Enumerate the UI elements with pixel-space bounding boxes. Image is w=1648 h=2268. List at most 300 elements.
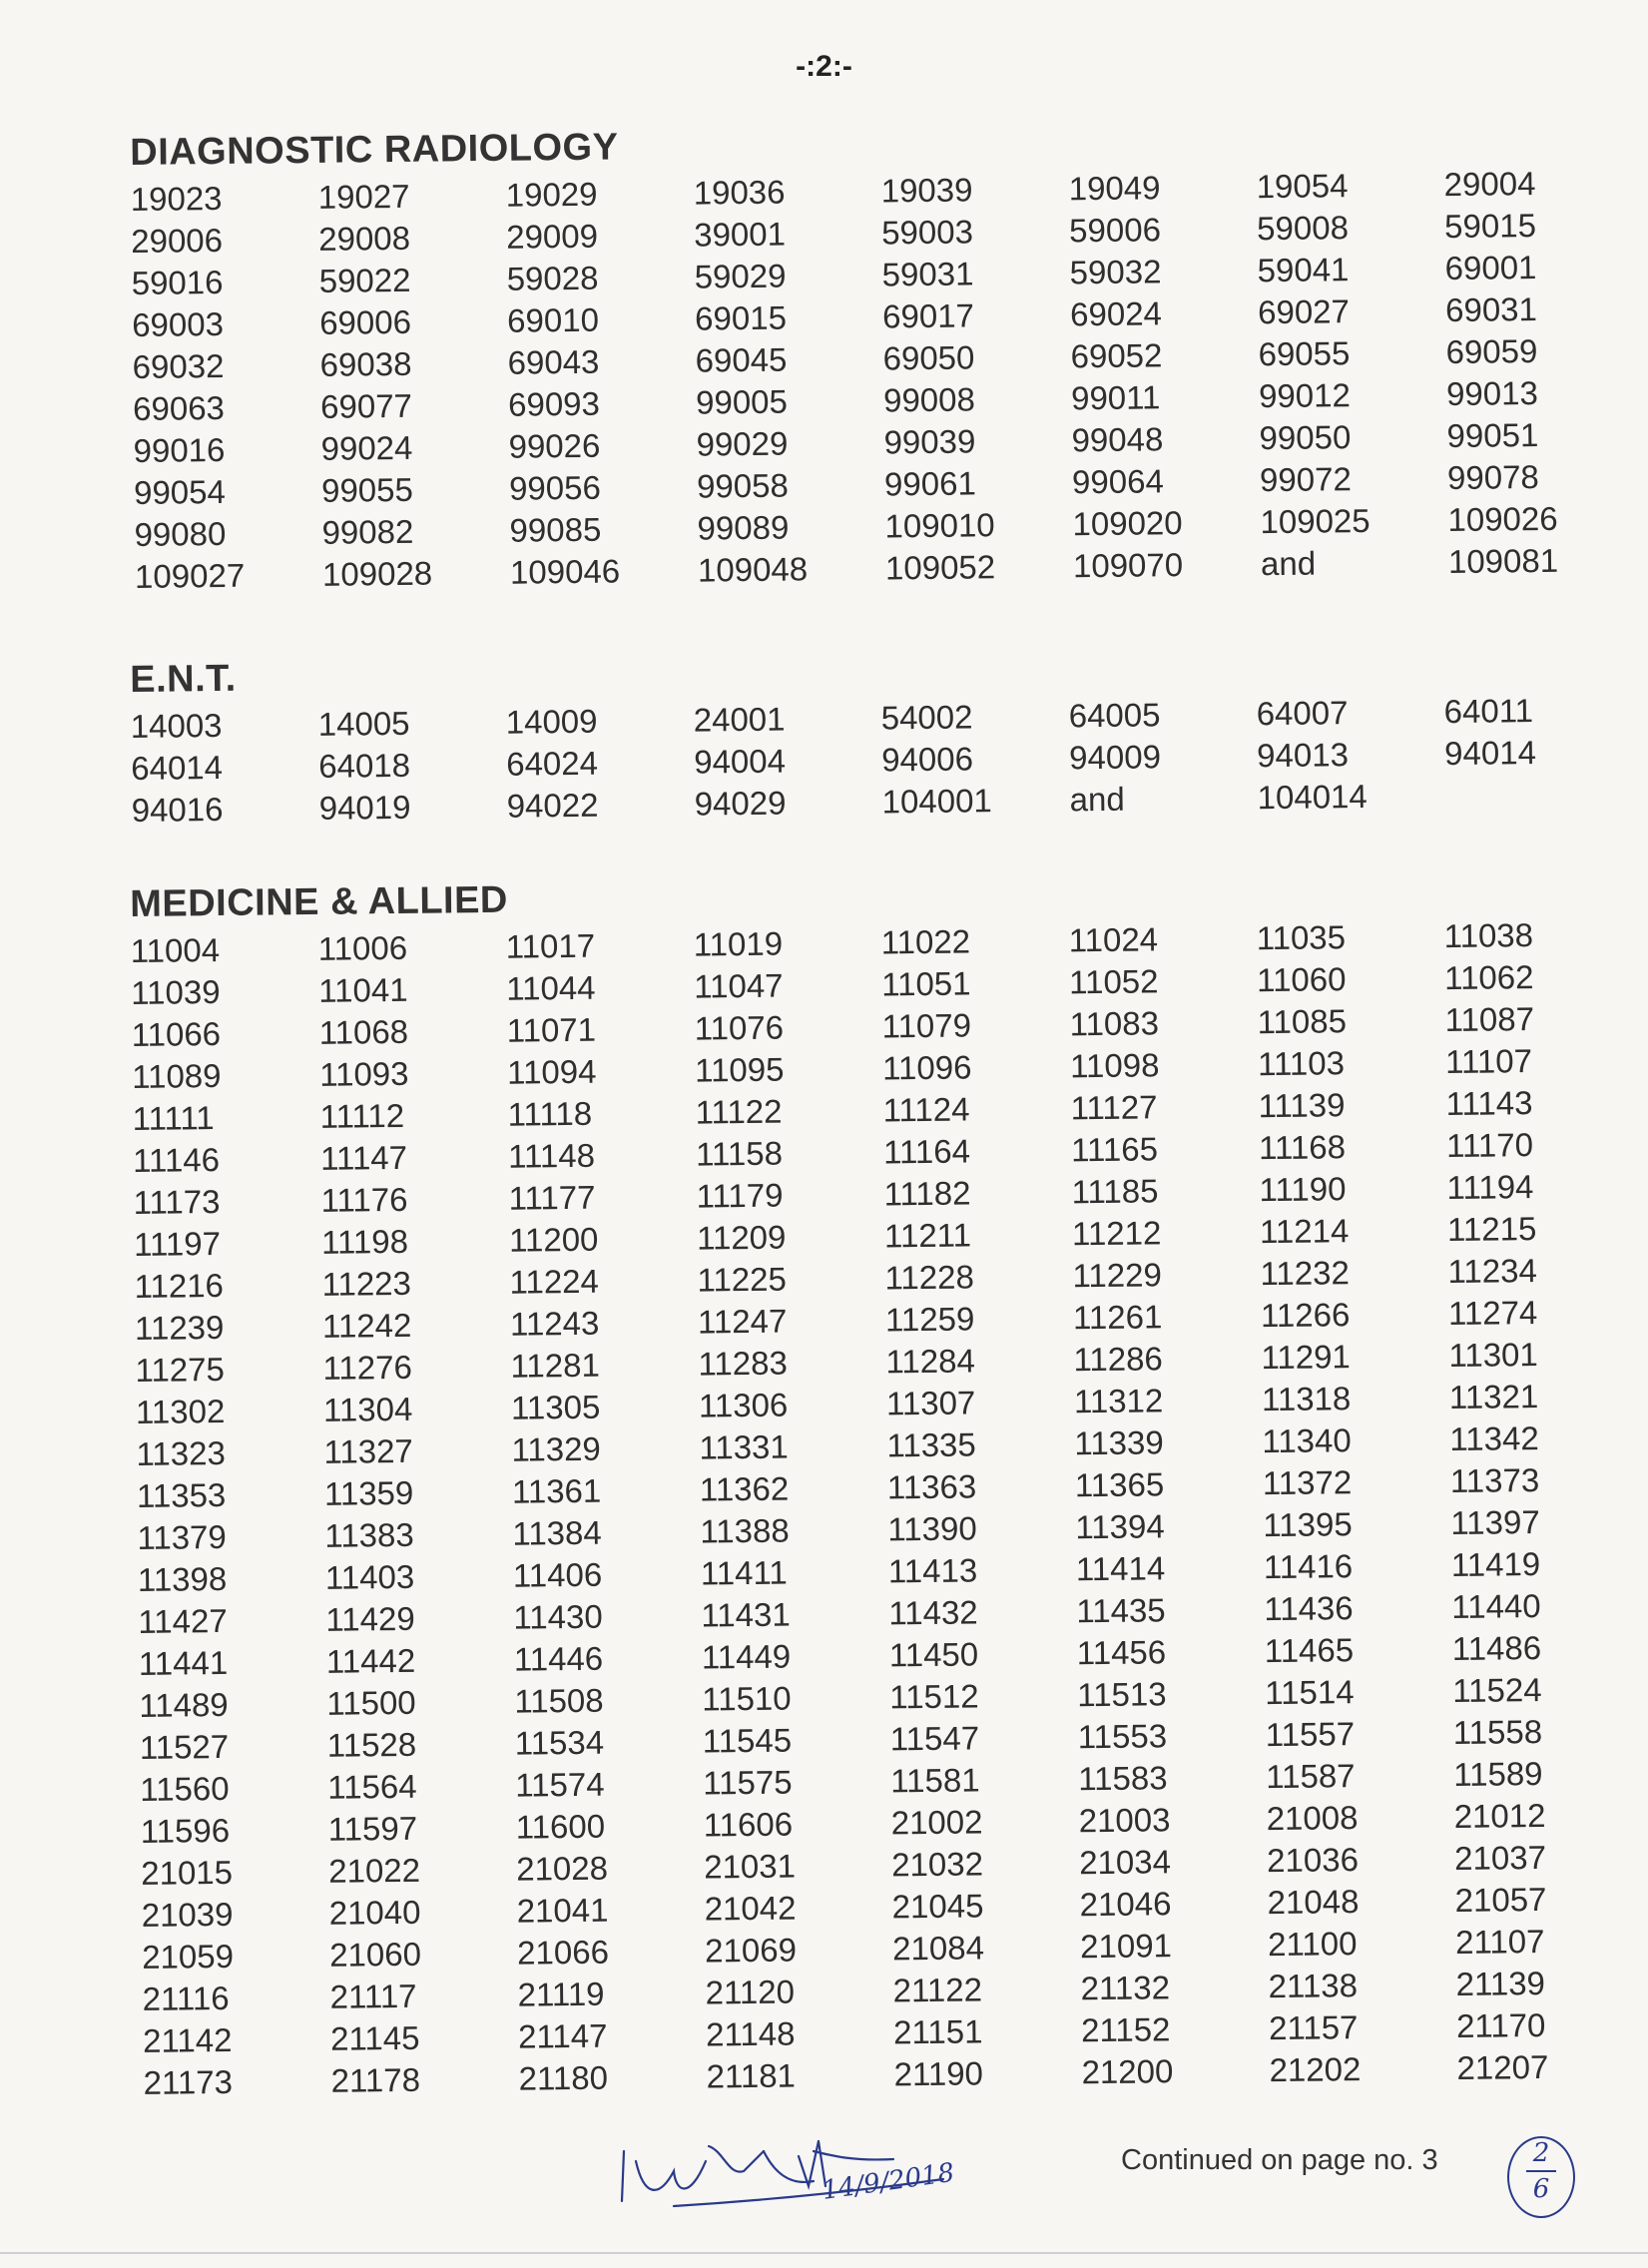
code-cell: 104001 bbox=[881, 782, 992, 821]
code-cell: 11024 bbox=[1068, 920, 1159, 959]
code-cell: 11427 bbox=[138, 1601, 228, 1640]
code-cell: 99054 bbox=[133, 472, 227, 511]
code-cell: 11442 bbox=[325, 1641, 416, 1680]
code-cell: 94004 bbox=[693, 742, 787, 781]
code-cell: 94014 bbox=[1443, 734, 1537, 773]
code-cell: 99026 bbox=[508, 426, 601, 465]
code-cell: 11388 bbox=[700, 1511, 790, 1550]
code-cell: 94009 bbox=[1068, 738, 1162, 777]
code-cell: 99012 bbox=[1258, 376, 1352, 415]
code-cell: 11574 bbox=[515, 1765, 605, 1804]
code-cell: 69077 bbox=[319, 386, 413, 425]
code-cell: 99085 bbox=[509, 510, 602, 549]
code-cell: 11214 bbox=[1259, 1212, 1350, 1251]
code-cell: 11093 bbox=[318, 1054, 409, 1093]
code-cell: 11361 bbox=[511, 1471, 602, 1510]
continued-note: Continued on page no. 3 bbox=[1121, 2144, 1438, 2176]
code-cell: 99056 bbox=[508, 468, 602, 507]
code-cell: 69031 bbox=[1444, 290, 1538, 329]
code-cell: 11276 bbox=[322, 1348, 413, 1387]
code-cell: 11383 bbox=[324, 1515, 414, 1554]
code-cell: 109025 bbox=[1260, 501, 1371, 541]
code-cell: 11098 bbox=[1069, 1046, 1160, 1085]
code-cell: 11398 bbox=[137, 1559, 228, 1598]
code-cell: 11486 bbox=[1451, 1629, 1542, 1668]
code-cell: 11179 bbox=[696, 1176, 784, 1215]
code-cell: 11147 bbox=[319, 1138, 408, 1177]
code-cell: 11564 bbox=[327, 1767, 417, 1806]
code-cell: 69059 bbox=[1445, 332, 1538, 371]
code-cell: 69055 bbox=[1258, 334, 1351, 373]
code-cell: 11085 bbox=[1257, 1002, 1348, 1041]
code-cell: 11323 bbox=[136, 1433, 227, 1472]
code-cell: 21152 bbox=[1080, 2010, 1171, 2049]
code-cell: 69045 bbox=[695, 340, 788, 379]
page-edge-line bbox=[0, 2252, 1648, 2254]
code-cell: 99058 bbox=[696, 466, 790, 505]
code-cell: 11281 bbox=[510, 1346, 601, 1385]
code-cell: 11489 bbox=[139, 1685, 229, 1724]
code-cell: 11606 bbox=[703, 1805, 794, 1844]
code-cell: 109020 bbox=[1072, 504, 1183, 543]
code-cell: 11560 bbox=[140, 1769, 230, 1808]
code-cell: 11066 bbox=[131, 1014, 222, 1053]
code-cell: 64011 bbox=[1443, 692, 1534, 731]
code-cell: 59008 bbox=[1256, 209, 1350, 248]
code-cell: 11436 bbox=[1264, 1589, 1354, 1628]
page-count-mark bbox=[1507, 2136, 1575, 2218]
code-cell: 59016 bbox=[131, 263, 224, 301]
code-cell: 99016 bbox=[133, 430, 226, 469]
section-title: MEDICINE & ALLIED bbox=[130, 878, 509, 925]
code-cell: 11022 bbox=[880, 922, 971, 961]
code-cell: 94013 bbox=[1256, 736, 1350, 775]
code-cell: 99051 bbox=[1446, 416, 1539, 455]
code-cell: 21116 bbox=[142, 1979, 230, 2017]
code-cell: 21202 bbox=[1269, 2050, 1362, 2089]
code-cell: 24001 bbox=[693, 700, 786, 739]
code-cell: 21028 bbox=[516, 1849, 609, 1888]
section-medicine-allied bbox=[130, 867, 1581, 2104]
code-cell: 11127 bbox=[1070, 1088, 1158, 1127]
code-cell: 21045 bbox=[891, 1887, 984, 1926]
code-cell: 11044 bbox=[506, 968, 596, 1007]
code-cell: 21200 bbox=[1081, 2052, 1174, 2091]
code-grid bbox=[131, 914, 1581, 2104]
code-cell: 11052 bbox=[1068, 962, 1159, 1001]
code-cell: 11211 bbox=[883, 1216, 972, 1255]
code-cell: 11094 bbox=[506, 1052, 597, 1091]
code-cell: 11247 bbox=[697, 1302, 788, 1341]
code-cell: 21178 bbox=[330, 2060, 421, 2099]
code-cell: 59029 bbox=[694, 257, 787, 295]
code-cell: 11176 bbox=[320, 1180, 408, 1219]
code-cell: 11039 bbox=[131, 972, 221, 1011]
code-cell: 99064 bbox=[1071, 462, 1165, 501]
page-number: -:2:- bbox=[796, 50, 852, 83]
code-cell: 11200 bbox=[508, 1220, 599, 1259]
code-cell: 11228 bbox=[884, 1258, 975, 1297]
code-cell: 11047 bbox=[693, 966, 784, 1005]
code-cell: 21008 bbox=[1266, 1799, 1359, 1838]
code-cell: 11390 bbox=[887, 1509, 977, 1548]
code-cell: 11275 bbox=[135, 1350, 226, 1389]
code-cell: 11165 bbox=[1070, 1130, 1159, 1169]
code-cell: 69032 bbox=[132, 346, 225, 385]
code-cell: 59028 bbox=[506, 259, 599, 297]
code-cell: 11312 bbox=[1073, 1382, 1164, 1420]
code-cell: 54002 bbox=[880, 698, 973, 737]
code-cell: 11363 bbox=[886, 1467, 977, 1506]
code-cell: 21084 bbox=[891, 1929, 985, 1968]
code-cell: 11597 bbox=[327, 1809, 418, 1848]
code-cell: 11301 bbox=[1448, 1336, 1538, 1375]
code-cell: 109052 bbox=[884, 548, 996, 587]
code-cell: 11168 bbox=[1258, 1128, 1347, 1167]
code-cell: 69043 bbox=[507, 342, 600, 381]
code-cell: 11283 bbox=[698, 1344, 789, 1383]
code-cell: 21034 bbox=[1078, 1843, 1172, 1882]
code-cell: 11223 bbox=[321, 1264, 412, 1303]
code-cell: 11416 bbox=[1263, 1547, 1354, 1586]
code-cell: 11524 bbox=[1452, 1671, 1542, 1710]
code-cell: 21122 bbox=[892, 1971, 983, 2009]
code-cell: 99072 bbox=[1259, 460, 1352, 499]
code-cell: 11068 bbox=[318, 1012, 409, 1051]
code-cell: 109048 bbox=[697, 550, 809, 589]
code-cell: 11581 bbox=[890, 1761, 980, 1800]
code-cell: 11019 bbox=[693, 924, 784, 963]
code-cell: 11558 bbox=[1452, 1713, 1543, 1752]
code-cell: 64007 bbox=[1256, 694, 1349, 733]
code-cell: 11198 bbox=[320, 1222, 409, 1261]
code-cell: 11365 bbox=[1074, 1465, 1165, 1504]
code-cell: 21207 bbox=[1456, 2047, 1549, 2086]
code-cell: 11449 bbox=[701, 1637, 792, 1676]
code-cell: 21120 bbox=[705, 1973, 796, 2011]
code-cell: 21042 bbox=[704, 1889, 797, 1928]
code-cell: 11284 bbox=[885, 1342, 976, 1381]
code-cell: 21003 bbox=[1078, 1801, 1171, 1840]
code-cell: 69015 bbox=[694, 298, 788, 337]
code-cell: 94022 bbox=[506, 786, 599, 825]
code-cell: 14009 bbox=[505, 702, 598, 741]
code-cell: 11083 bbox=[1069, 1004, 1160, 1043]
code-cell: 21040 bbox=[328, 1893, 421, 1932]
code-cell: 99055 bbox=[320, 470, 414, 509]
code-cell: 21091 bbox=[1079, 1927, 1173, 1966]
code-cell: 11212 bbox=[1071, 1214, 1162, 1253]
code-cell: 11321 bbox=[1448, 1378, 1539, 1417]
code-cell: 11547 bbox=[889, 1719, 980, 1758]
code-cell: 11318 bbox=[1261, 1380, 1352, 1418]
code-cell: 69063 bbox=[132, 388, 226, 427]
code-cell: 11510 bbox=[702, 1679, 792, 1718]
code-cell: 11118 bbox=[507, 1094, 593, 1133]
code-cell: 11304 bbox=[322, 1390, 413, 1428]
code-cell: 21119 bbox=[517, 1975, 605, 2013]
code-cell: 11164 bbox=[882, 1132, 971, 1171]
code-cell: 21148 bbox=[705, 2014, 796, 2053]
code-cell: and bbox=[1260, 544, 1317, 583]
code-cell: 11229 bbox=[1072, 1256, 1163, 1295]
code-cell: 21151 bbox=[892, 2012, 983, 2051]
code-cell: 11111 bbox=[132, 1099, 215, 1137]
code-cell: 21022 bbox=[328, 1851, 421, 1890]
code-cell: 11440 bbox=[1451, 1587, 1541, 1626]
section-ent bbox=[130, 643, 1569, 832]
code-cell: 69093 bbox=[507, 384, 601, 423]
code-cell: 11456 bbox=[1076, 1633, 1167, 1672]
code-cell: 21145 bbox=[329, 2018, 420, 2057]
code-cell: 11124 bbox=[882, 1090, 970, 1129]
code-cell: 39001 bbox=[693, 215, 787, 254]
code-cell: 21190 bbox=[893, 2054, 984, 2093]
code-cell: 11414 bbox=[1075, 1549, 1166, 1588]
code-cell: 21041 bbox=[516, 1891, 609, 1930]
code-cell: 59003 bbox=[880, 213, 974, 252]
code-cell: 11274 bbox=[1447, 1294, 1538, 1333]
code-cell: 99089 bbox=[697, 508, 790, 547]
code-cell: 69024 bbox=[1069, 294, 1163, 333]
code-cell: 11103 bbox=[1257, 1044, 1346, 1083]
code-cell: 19023 bbox=[130, 179, 223, 218]
code-cell: 29004 bbox=[1443, 165, 1536, 204]
code-cell: 11035 bbox=[1256, 918, 1347, 957]
code-cell: 11143 bbox=[1445, 1084, 1533, 1123]
code-cell: 11508 bbox=[514, 1681, 604, 1720]
code-cell: 29008 bbox=[318, 219, 411, 258]
code-cell: 64014 bbox=[131, 748, 224, 787]
code-cell: 109027 bbox=[134, 556, 246, 595]
code-cell: 11342 bbox=[1449, 1419, 1539, 1458]
code-cell: 11435 bbox=[1076, 1591, 1166, 1630]
code-cell: 29009 bbox=[506, 217, 599, 256]
code-cell: 99011 bbox=[1070, 378, 1161, 417]
code-cell: 11431 bbox=[701, 1595, 791, 1634]
code-cell: 11465 bbox=[1264, 1631, 1355, 1670]
code-cell: 21173 bbox=[143, 2062, 234, 2101]
code-cell: 11331 bbox=[699, 1427, 789, 1466]
code-cell: 11239 bbox=[134, 1308, 225, 1347]
code-cell: 11589 bbox=[1453, 1755, 1543, 1794]
code-cell: 21181 bbox=[706, 2056, 797, 2095]
code-cell: 11545 bbox=[702, 1721, 793, 1760]
code-cell: 11583 bbox=[1078, 1759, 1168, 1798]
code-cell: 21015 bbox=[141, 1853, 234, 1892]
code-cell: 11177 bbox=[508, 1178, 596, 1217]
page-mark-total: 6 bbox=[1532, 2174, 1550, 2204]
code-cell: 109010 bbox=[884, 506, 995, 545]
code-cell: 21039 bbox=[141, 1895, 234, 1934]
code-cell: 19039 bbox=[880, 171, 973, 210]
code-cell: 11224 bbox=[509, 1262, 600, 1301]
code-cell: 21100 bbox=[1267, 1925, 1358, 1964]
code-cell: 11051 bbox=[880, 964, 971, 1003]
code-cell: 11158 bbox=[695, 1134, 784, 1173]
code-cell: 69027 bbox=[1257, 292, 1351, 331]
code-cell: 69050 bbox=[882, 338, 975, 377]
code-cell: 11170 bbox=[1445, 1126, 1534, 1165]
code-cell: 11209 bbox=[696, 1218, 787, 1257]
code-cell: 94019 bbox=[318, 788, 411, 827]
code-cell: 11185 bbox=[1071, 1172, 1159, 1211]
code-cell: 11528 bbox=[326, 1725, 417, 1764]
code-cell: 11359 bbox=[323, 1473, 414, 1512]
code-cell: 11446 bbox=[513, 1639, 604, 1678]
code-cell: 11215 bbox=[1446, 1210, 1537, 1249]
code-cell: 11512 bbox=[889, 1677, 979, 1716]
code-cell: 99050 bbox=[1259, 418, 1352, 457]
code-cell: 11419 bbox=[1450, 1545, 1541, 1584]
code-cell: 11500 bbox=[326, 1683, 416, 1722]
code-cell: 11148 bbox=[507, 1136, 596, 1175]
code-cell: 11450 bbox=[888, 1635, 979, 1674]
code-cell: 11139 bbox=[1258, 1086, 1346, 1125]
section-diagnostic-radiology bbox=[130, 116, 1572, 598]
page-mark-current: 2 bbox=[1532, 2138, 1550, 2168]
code-cell: 11411 bbox=[700, 1553, 788, 1592]
code-cell: 94016 bbox=[131, 790, 224, 829]
code-cell: 99082 bbox=[321, 512, 414, 551]
code-cell: 11379 bbox=[137, 1517, 227, 1556]
code-cell: 11089 bbox=[131, 1056, 222, 1095]
code-cell: 21059 bbox=[141, 1937, 235, 1976]
code-cell: 14003 bbox=[130, 706, 223, 745]
code-cell: 11534 bbox=[514, 1723, 605, 1762]
code-cell: 11527 bbox=[139, 1727, 230, 1766]
code-cell: 11190 bbox=[1259, 1170, 1347, 1209]
code-cell: 21142 bbox=[142, 2020, 233, 2059]
code-cell: 109070 bbox=[1072, 546, 1184, 585]
code-cell: 109046 bbox=[509, 552, 621, 591]
code-cell: 11079 bbox=[881, 1006, 972, 1045]
code-cell: 11306 bbox=[698, 1386, 789, 1424]
code-cell: 21037 bbox=[1453, 1838, 1547, 1878]
code-cell: 94006 bbox=[880, 740, 974, 779]
section-title: DIAGNOSTIC RADIOLOGY bbox=[130, 126, 619, 174]
code-cell: 11384 bbox=[512, 1513, 602, 1552]
code-cell: 99029 bbox=[696, 424, 789, 463]
code-cell: 69003 bbox=[131, 304, 225, 343]
code-cell: 11305 bbox=[510, 1388, 601, 1426]
code-cell: 11302 bbox=[135, 1392, 226, 1430]
code-cell: 11329 bbox=[511, 1429, 601, 1468]
code-cell: 104014 bbox=[1257, 777, 1368, 817]
code-cell: 11335 bbox=[886, 1425, 976, 1464]
code-cell: 21132 bbox=[1080, 1969, 1171, 2007]
code-cell: 19027 bbox=[317, 177, 410, 216]
code-cell bbox=[1444, 773, 1632, 817]
code-cell: 59041 bbox=[1257, 251, 1350, 289]
code-cell: 11076 bbox=[694, 1008, 785, 1047]
code-cell: 11373 bbox=[1449, 1461, 1540, 1500]
code-cell: 59031 bbox=[881, 255, 974, 293]
code-cell: 99061 bbox=[883, 464, 977, 503]
code-cell: 11112 bbox=[319, 1096, 405, 1135]
code-cell: 11600 bbox=[515, 1807, 606, 1846]
code-cell: 11197 bbox=[133, 1224, 222, 1263]
code-cell: 11146 bbox=[132, 1140, 221, 1179]
code-cell: 11107 bbox=[1444, 1042, 1533, 1081]
code-cell: 11216 bbox=[134, 1266, 225, 1305]
code-cell: 11173 bbox=[133, 1182, 221, 1221]
code-cell: 21066 bbox=[516, 1933, 610, 1972]
code-cell: 21157 bbox=[1268, 2008, 1359, 2047]
code-cell: 11266 bbox=[1260, 1296, 1351, 1335]
code-cell: 11122 bbox=[695, 1092, 783, 1131]
code-cell: 94029 bbox=[694, 784, 787, 823]
code-cell: 99080 bbox=[134, 514, 227, 553]
code-cell: 64024 bbox=[506, 744, 599, 783]
code-cell: 19036 bbox=[693, 173, 786, 212]
code-cell: 109081 bbox=[1447, 541, 1559, 581]
code-cell: 69006 bbox=[318, 302, 412, 341]
code-cell: 11307 bbox=[885, 1384, 976, 1422]
code-cell: 69017 bbox=[881, 296, 975, 335]
code-cell: 21107 bbox=[1454, 1922, 1545, 1962]
code-cell: 109028 bbox=[321, 554, 433, 593]
code-grid bbox=[131, 163, 1573, 598]
code-cell: 19054 bbox=[1256, 167, 1349, 206]
code-cell: 11339 bbox=[1074, 1423, 1164, 1462]
code-cell: 11243 bbox=[509, 1304, 600, 1343]
code-cell: 11362 bbox=[699, 1469, 790, 1508]
code-cell: 11372 bbox=[1262, 1463, 1353, 1502]
code-cell: 11429 bbox=[325, 1599, 415, 1638]
code-cell: 11406 bbox=[512, 1555, 603, 1594]
code-cell: 11062 bbox=[1443, 958, 1534, 997]
code-cell: 64005 bbox=[1068, 696, 1161, 735]
code-cell: 99048 bbox=[1071, 420, 1164, 459]
code-cell: 59015 bbox=[1443, 207, 1537, 246]
code-cell: 11038 bbox=[1443, 916, 1534, 955]
code-cell: 11182 bbox=[883, 1174, 971, 1213]
code-cell: 11430 bbox=[513, 1597, 603, 1636]
code-cell: 11095 bbox=[694, 1050, 785, 1089]
code-cell: 64018 bbox=[318, 746, 411, 785]
code-cell: 11340 bbox=[1262, 1421, 1352, 1460]
code-cell: 11513 bbox=[1077, 1675, 1167, 1714]
code-cell: 21060 bbox=[328, 1935, 422, 1974]
code-cell: 11004 bbox=[130, 930, 221, 969]
code-cell: 21057 bbox=[1454, 1880, 1547, 1920]
code-cell: 11587 bbox=[1266, 1757, 1356, 1796]
code-cell: 11096 bbox=[881, 1048, 972, 1087]
code-cell: 69052 bbox=[1070, 336, 1163, 375]
code-cell: 11394 bbox=[1075, 1507, 1165, 1546]
code-cell: 59032 bbox=[1069, 253, 1162, 291]
code-cell: 11514 bbox=[1265, 1673, 1355, 1712]
code-cell: 99013 bbox=[1445, 374, 1539, 413]
code-cell: 99005 bbox=[695, 382, 789, 421]
code-cell: 21002 bbox=[890, 1803, 983, 1842]
code-cell: 21147 bbox=[517, 2016, 608, 2055]
code-cell: and bbox=[1069, 780, 1125, 819]
code-cell: 11596 bbox=[140, 1811, 231, 1850]
code-cell: 99078 bbox=[1446, 458, 1539, 497]
code-cell: 21012 bbox=[1453, 1796, 1546, 1836]
code-cell: 11432 bbox=[888, 1593, 978, 1632]
section-title: E.N.T. bbox=[130, 657, 237, 701]
code-cell: 11327 bbox=[323, 1431, 414, 1470]
code-cell: 11395 bbox=[1263, 1505, 1353, 1544]
code-cell: 11006 bbox=[317, 928, 408, 967]
code-cell: 11403 bbox=[324, 1557, 415, 1596]
code-cell: 99039 bbox=[883, 422, 976, 461]
code-cell: 11017 bbox=[505, 926, 596, 965]
code-cell: 59006 bbox=[1068, 211, 1162, 250]
